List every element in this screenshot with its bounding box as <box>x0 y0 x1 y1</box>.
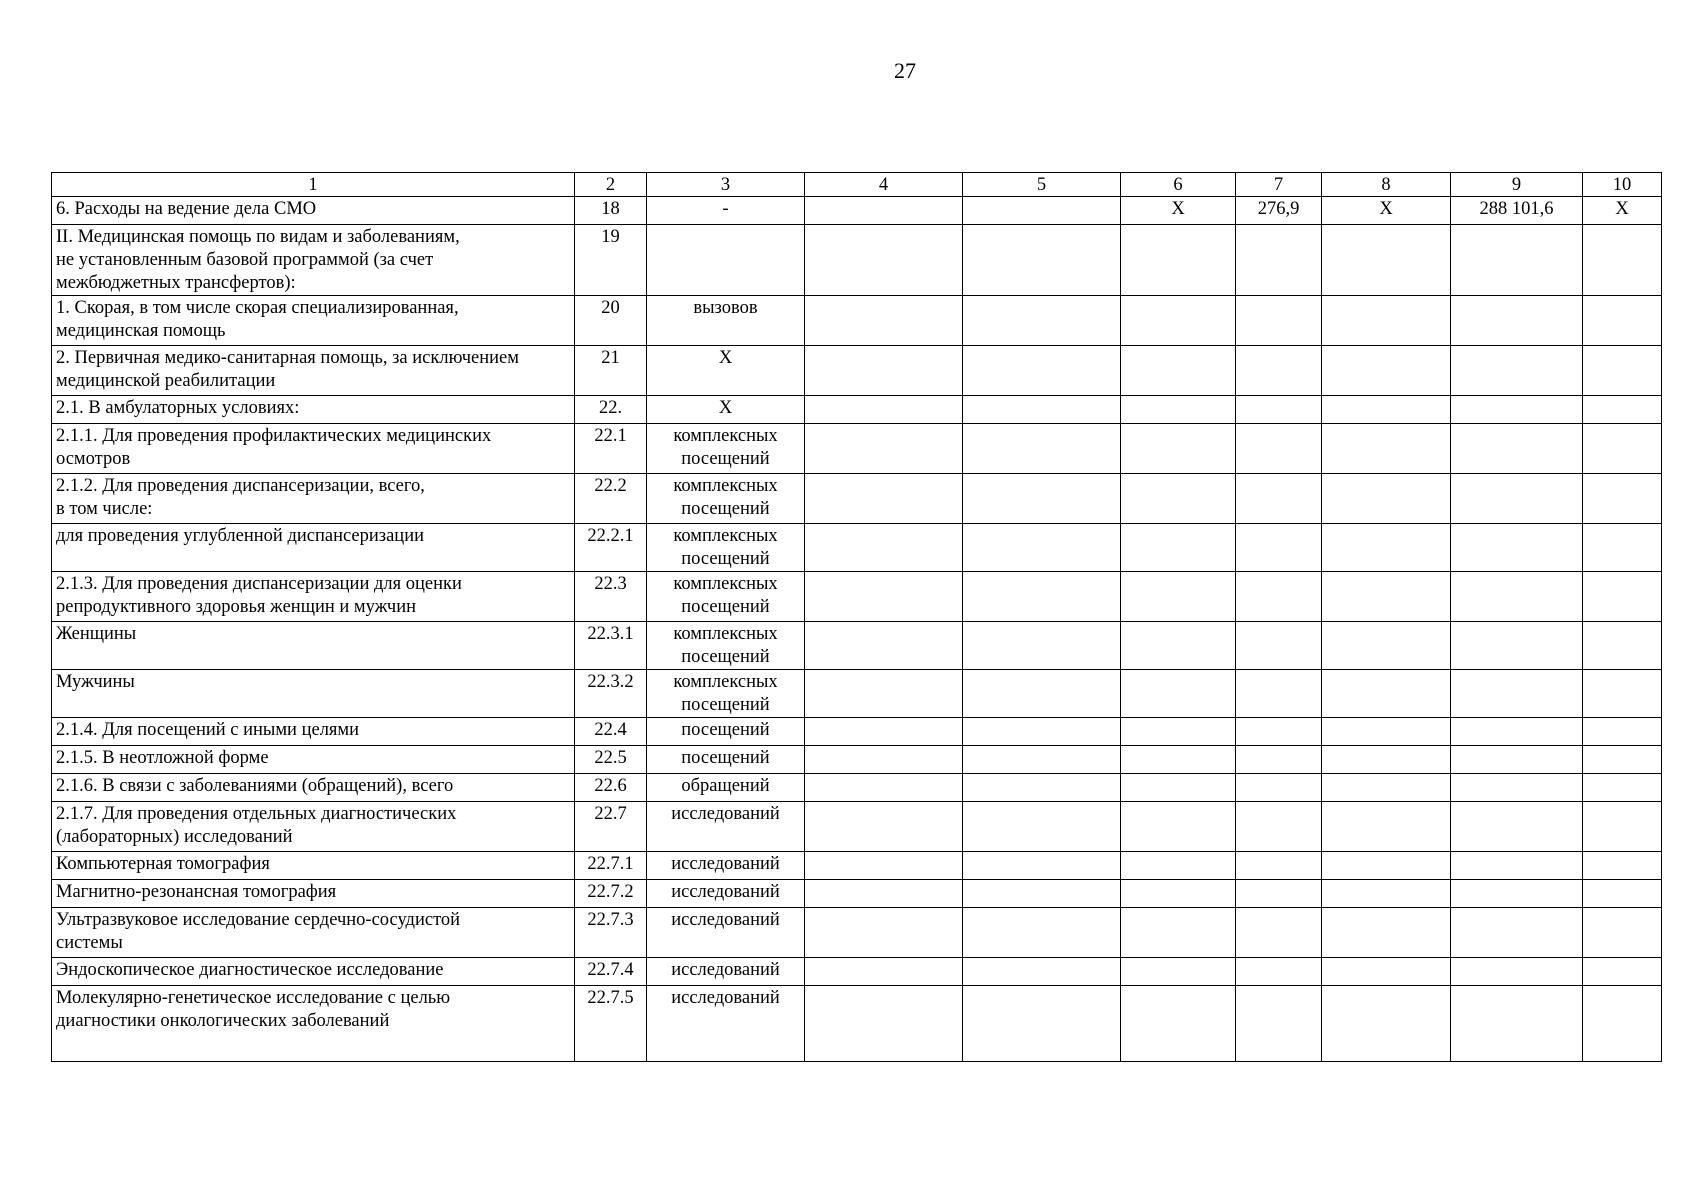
col6-cell <box>1121 986 1236 1062</box>
col10-cell <box>1583 986 1662 1062</box>
table-row <box>52 852 1662 880</box>
header-cell: 8 <box>1322 173 1451 197</box>
col4-cell <box>805 802 963 852</box>
col7-cell <box>1236 524 1322 572</box>
col6-cell <box>1121 424 1236 474</box>
col8-cell <box>1322 622 1451 670</box>
table-row <box>52 718 1662 746</box>
col6-cell <box>1121 746 1236 774</box>
col8-cell: Х <box>1322 197 1451 225</box>
col8-cell <box>1322 225 1451 296</box>
col9-cell <box>1451 346 1583 396</box>
col6-cell <box>1121 572 1236 622</box>
col10-cell <box>1583 718 1662 746</box>
unit-cell: - <box>647 197 805 225</box>
table-row <box>52 346 1662 396</box>
col8-cell <box>1322 986 1451 1062</box>
col9-cell <box>1451 802 1583 852</box>
col5-cell <box>963 296 1121 346</box>
row-number-cell: 22.2 <box>575 474 647 524</box>
col9-cell <box>1451 986 1583 1062</box>
col8-cell <box>1322 474 1451 524</box>
row-name-cell: для проведения углубленной диспансеризации <box>52 524 575 572</box>
col7-cell <box>1236 346 1322 396</box>
col5-cell <box>963 396 1121 424</box>
col10-cell <box>1583 774 1662 802</box>
col5-cell <box>963 802 1121 852</box>
row-name-cell: Компьютерная томография <box>52 852 575 880</box>
row-number-cell: 22.3 <box>575 572 647 622</box>
row-number-cell: 22.4 <box>575 718 647 746</box>
table-row <box>52 474 1662 524</box>
col8-cell <box>1322 718 1451 746</box>
row-number-cell: 22.3.2 <box>575 670 647 718</box>
col9-cell <box>1451 774 1583 802</box>
row-name-cell: 2.1.5. В неотложной форме <box>52 746 575 774</box>
col6-cell: Х <box>1121 197 1236 225</box>
col5-cell <box>963 670 1121 718</box>
unit-cell: исследований <box>647 908 805 958</box>
row-number-cell: 22.7.2 <box>575 880 647 908</box>
col7-cell <box>1236 225 1322 296</box>
col5-cell <box>963 424 1121 474</box>
col4-cell <box>805 424 963 474</box>
col9-cell <box>1451 670 1583 718</box>
unit-cell <box>647 225 805 296</box>
row-name-cell: 2.1.7. Для проведения отдельных диагностических (лабораторных) исследований <box>52 802 575 852</box>
col5-cell <box>963 852 1121 880</box>
col5-cell <box>963 880 1121 908</box>
unit-cell: Х <box>647 396 805 424</box>
header-cell: 4 <box>805 173 963 197</box>
row-name-cell: Эндоскопическое диагностическое исследование <box>52 958 575 986</box>
col9-cell <box>1451 396 1583 424</box>
col8-cell <box>1322 908 1451 958</box>
row-name-cell: Ультразвуковое исследование сердечно-сосудистой системы <box>52 908 575 958</box>
row-number-cell: 22. <box>575 396 647 424</box>
col8-cell <box>1322 346 1451 396</box>
row-name-cell: Магнитно-резонансная томография <box>52 880 575 908</box>
col7-cell <box>1236 958 1322 986</box>
col10-cell <box>1583 958 1662 986</box>
col4-cell <box>805 718 963 746</box>
header-cell: 9 <box>1451 173 1583 197</box>
col5-cell <box>963 346 1121 396</box>
unit-cell: вызовов <box>647 296 805 346</box>
col7-cell <box>1236 852 1322 880</box>
col9-cell <box>1451 524 1583 572</box>
col7-cell <box>1236 670 1322 718</box>
col5-cell <box>963 746 1121 774</box>
col4-cell <box>805 908 963 958</box>
unit-cell: обращений <box>647 774 805 802</box>
col8-cell <box>1322 396 1451 424</box>
col10-cell <box>1583 572 1662 622</box>
unit-cell: Х <box>647 346 805 396</box>
unit-cell: исследований <box>647 958 805 986</box>
col6-cell <box>1121 852 1236 880</box>
col5-cell <box>963 774 1121 802</box>
col7-cell <box>1236 424 1322 474</box>
table-row <box>52 572 1662 622</box>
col6-cell <box>1121 908 1236 958</box>
table-row <box>52 396 1662 424</box>
header-cell: 6 <box>1121 173 1236 197</box>
table-row <box>52 622 1662 670</box>
table-row <box>52 880 1662 908</box>
col10-cell <box>1583 670 1662 718</box>
col6-cell <box>1121 880 1236 908</box>
col8-cell <box>1322 958 1451 986</box>
col4-cell <box>805 524 963 572</box>
col4-cell <box>805 225 963 296</box>
col6-cell <box>1121 524 1236 572</box>
unit-cell: комплексных посещений <box>647 424 805 474</box>
table-row <box>52 774 1662 802</box>
row-name-cell: 2.1.4. Для посещений с иными целями <box>52 718 575 746</box>
table-row <box>52 986 1662 1062</box>
col4-cell <box>805 746 963 774</box>
row-number-cell: 22.1 <box>575 424 647 474</box>
header-cell: 1 <box>52 173 575 197</box>
row-number-cell: 21 <box>575 346 647 396</box>
row-number-cell: 20 <box>575 296 647 346</box>
header-cell: 2 <box>575 173 647 197</box>
col8-cell <box>1322 802 1451 852</box>
unit-cell: исследований <box>647 802 805 852</box>
col6-cell <box>1121 774 1236 802</box>
table-row <box>52 296 1662 346</box>
col9-cell <box>1451 572 1583 622</box>
col6-cell <box>1121 622 1236 670</box>
col5-cell <box>963 718 1121 746</box>
col7-cell <box>1236 622 1322 670</box>
col6-cell <box>1121 346 1236 396</box>
col8-cell <box>1322 852 1451 880</box>
col10-cell <box>1583 396 1662 424</box>
col10-cell: Х <box>1583 197 1662 225</box>
row-name-cell: 1. Скорая, в том числе скорая специализированная, медицинская помощь <box>52 296 575 346</box>
col8-cell <box>1322 296 1451 346</box>
header-cell: 3 <box>647 173 805 197</box>
col10-cell <box>1583 852 1662 880</box>
col5-cell <box>963 197 1121 225</box>
col9-cell <box>1451 622 1583 670</box>
col10-cell <box>1583 880 1662 908</box>
col10-cell <box>1583 474 1662 524</box>
col7-cell <box>1236 396 1322 424</box>
col6-cell <box>1121 802 1236 852</box>
col10-cell <box>1583 524 1662 572</box>
col10-cell <box>1583 908 1662 958</box>
col6-cell <box>1121 474 1236 524</box>
col8-cell <box>1322 572 1451 622</box>
col5-cell <box>963 986 1121 1062</box>
col7-cell <box>1236 880 1322 908</box>
col5-cell <box>963 225 1121 296</box>
col10-cell <box>1583 225 1662 296</box>
col7-cell <box>1236 774 1322 802</box>
col4-cell <box>805 986 963 1062</box>
row-name-cell: 2. Первичная медико-санитарная помощь, за исключением медицинской реабилитации <box>52 346 575 396</box>
header-cell: 10 <box>1583 173 1662 197</box>
col9-cell <box>1451 225 1583 296</box>
page-number: 27 <box>894 58 916 83</box>
col9-cell <box>1451 958 1583 986</box>
row-number-cell: 18 <box>575 197 647 225</box>
unit-cell: исследований <box>647 852 805 880</box>
col10-cell <box>1583 296 1662 346</box>
col6-cell <box>1121 225 1236 296</box>
row-name-cell: Женщины <box>52 622 575 670</box>
col10-cell <box>1583 622 1662 670</box>
row-number-cell: 22.7.5 <box>575 986 647 1062</box>
col10-cell <box>1583 802 1662 852</box>
col8-cell <box>1322 670 1451 718</box>
col8-cell <box>1322 524 1451 572</box>
row-name-cell: II. Медицинская помощь по видам и заболеваниям, не установленным базовой программой (за счет межбюджетных трансфертов): <box>52 225 575 296</box>
col4-cell <box>805 622 963 670</box>
col10-cell <box>1583 424 1662 474</box>
table-row <box>52 670 1662 718</box>
col10-cell <box>1583 746 1662 774</box>
row-name-cell: 2.1.6. В связи с заболеваниями (обращений), всего <box>52 774 575 802</box>
row-number-cell: 22.3.1 <box>575 622 647 670</box>
unit-cell: исследований <box>647 880 805 908</box>
table-row <box>52 197 1662 225</box>
unit-cell: посещений <box>647 718 805 746</box>
table-row <box>52 908 1662 958</box>
col5-cell <box>963 572 1121 622</box>
col4-cell <box>805 474 963 524</box>
col9-cell <box>1451 880 1583 908</box>
col7-cell <box>1236 908 1322 958</box>
header-cell: 7 <box>1236 173 1322 197</box>
col4-cell <box>805 852 963 880</box>
col9-cell: 288 101,6 <box>1451 197 1583 225</box>
unit-cell: комплексных посещений <box>647 524 805 572</box>
col7-cell <box>1236 986 1322 1062</box>
row-name-cell: Молекулярно-генетическое исследование с целью диагностики онкологических заболеваний <box>52 986 575 1062</box>
col9-cell <box>1451 852 1583 880</box>
unit-cell: комплексных посещений <box>647 474 805 524</box>
row-name-cell: 2.1.2. Для проведения диспансеризации, всего, в том числе: <box>52 474 575 524</box>
col8-cell <box>1322 424 1451 474</box>
col9-cell <box>1451 908 1583 958</box>
row-number-cell: 22.2.1 <box>575 524 647 572</box>
unit-cell: комплексных посещений <box>647 670 805 718</box>
unit-cell: комплексных посещений <box>647 622 805 670</box>
col4-cell <box>805 880 963 908</box>
col4-cell <box>805 296 963 346</box>
table-row <box>52 424 1662 474</box>
row-name-cell: 2.1.1. Для проведения профилактических медицинских осмотров <box>52 424 575 474</box>
col4-cell <box>805 958 963 986</box>
col9-cell <box>1451 746 1583 774</box>
row-number-cell: 22.5 <box>575 746 647 774</box>
unit-cell: исследований <box>647 986 805 1062</box>
col9-cell <box>1451 718 1583 746</box>
data-table <box>51 172 1662 1062</box>
table-header-row <box>52 173 1662 197</box>
col4-cell <box>805 346 963 396</box>
col7-cell <box>1236 474 1322 524</box>
col4-cell <box>805 572 963 622</box>
row-name-cell: Мужчины <box>52 670 575 718</box>
row-number-cell: 22.7.4 <box>575 958 647 986</box>
table-row <box>52 225 1662 296</box>
col8-cell <box>1322 746 1451 774</box>
table-row <box>52 958 1662 986</box>
table-row <box>52 524 1662 572</box>
col8-cell <box>1322 774 1451 802</box>
col8-cell <box>1322 880 1451 908</box>
col5-cell <box>963 474 1121 524</box>
row-number-cell: 22.6 <box>575 774 647 802</box>
table-row <box>52 746 1662 774</box>
col7-cell <box>1236 746 1322 774</box>
col9-cell <box>1451 474 1583 524</box>
col4-cell <box>805 774 963 802</box>
col5-cell <box>963 908 1121 958</box>
table-body <box>52 173 1662 1062</box>
unit-cell: посещений <box>647 746 805 774</box>
table-row <box>52 802 1662 852</box>
col7-cell: 276,9 <box>1236 197 1322 225</box>
row-number-cell: 19 <box>575 225 647 296</box>
col6-cell <box>1121 670 1236 718</box>
col6-cell <box>1121 718 1236 746</box>
unit-cell: комплексных посещений <box>647 572 805 622</box>
col4-cell <box>805 197 963 225</box>
col7-cell <box>1236 718 1322 746</box>
col6-cell <box>1121 958 1236 986</box>
col5-cell <box>963 622 1121 670</box>
row-name-cell: 6. Расходы на ведение дела СМО <box>52 197 575 225</box>
col4-cell <box>805 396 963 424</box>
col4-cell <box>805 670 963 718</box>
col7-cell <box>1236 802 1322 852</box>
col6-cell <box>1121 296 1236 346</box>
col6-cell <box>1121 396 1236 424</box>
col7-cell <box>1236 572 1322 622</box>
col9-cell <box>1451 424 1583 474</box>
col5-cell <box>963 958 1121 986</box>
col10-cell <box>1583 346 1662 396</box>
col9-cell <box>1451 296 1583 346</box>
col5-cell <box>963 524 1121 572</box>
row-number-cell: 22.7.3 <box>575 908 647 958</box>
row-number-cell: 22.7 <box>575 802 647 852</box>
row-name-cell: 2.1. В амбулаторных условиях: <box>52 396 575 424</box>
row-name-cell: 2.1.3. Для проведения диспансеризации для оценки репродуктивного здоровья женщин и мужчин <box>52 572 575 622</box>
row-number-cell: 22.7.1 <box>575 852 647 880</box>
header-cell: 5 <box>963 173 1121 197</box>
col7-cell <box>1236 296 1322 346</box>
